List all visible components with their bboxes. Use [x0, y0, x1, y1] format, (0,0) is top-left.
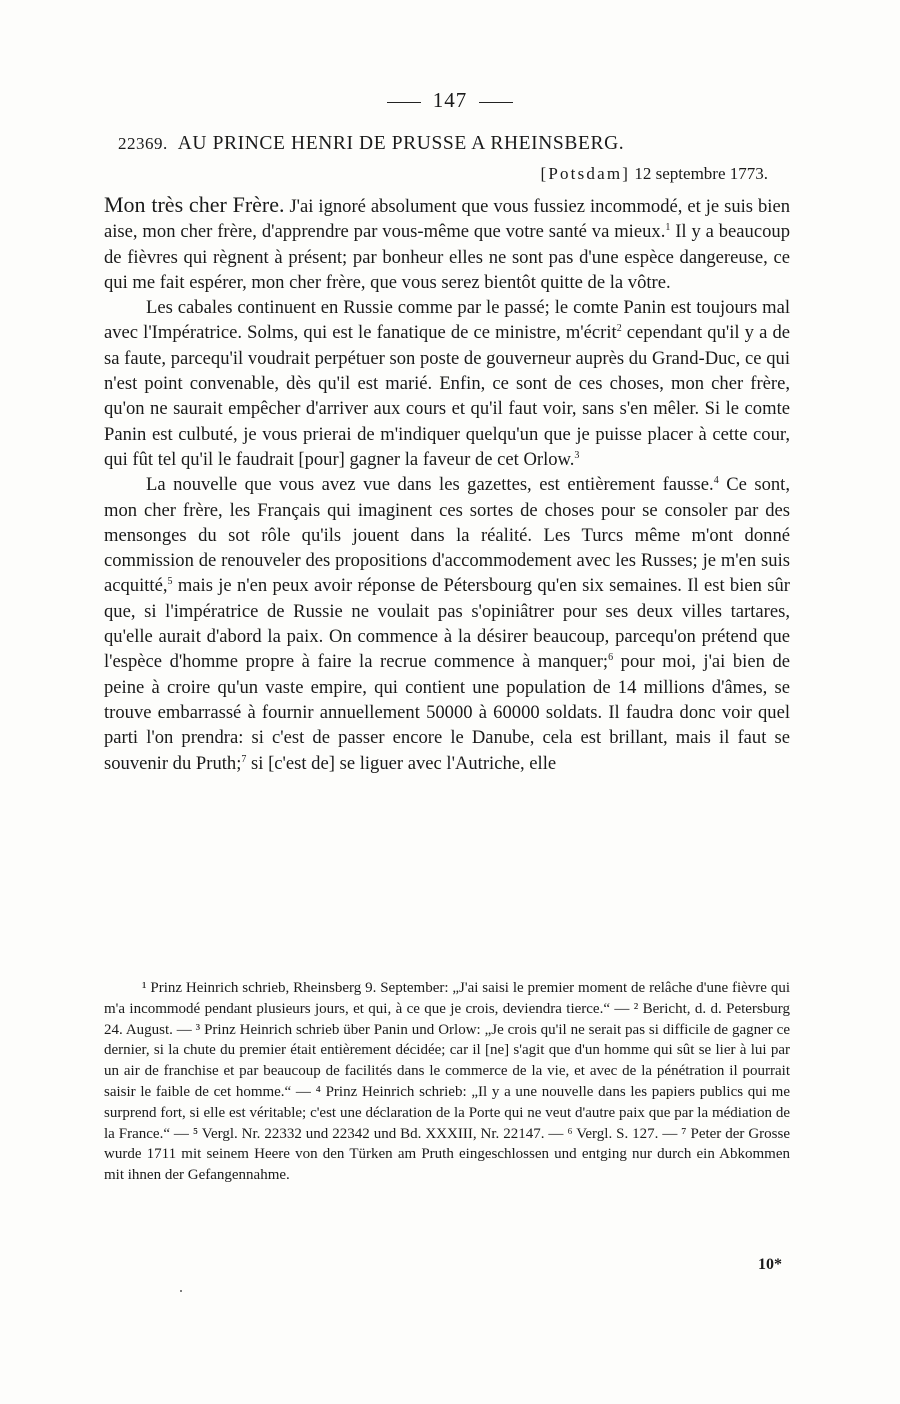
paragraph-2 — [104, 295, 790, 472]
paragraph-3-text-b: Ce sont, mon cher frère, les Français qui imaginent ces sortes de choses pour se consoler par des mensonges du sot rôle qu'ils jouent dans la réalité. Les Turcs même m'ont donné commission de renouveler des propositions d'accommodement avec les Russes; je m'en suis acquitté, — [104, 474, 790, 597]
footnote-ref-2: 2 — [616, 323, 622, 335]
footnotes — [104, 978, 790, 1186]
page-number-right-rule — [479, 102, 513, 103]
footnote-ref-3: 3 — [574, 449, 580, 461]
paragraph-2-text-a: Les cabales continuent en Russie comme par le passé; le comte Panin est toujours mal avec l'Impératrice. Solms, qui est le fanatique de ce ministre, m'écrit — [104, 297, 790, 344]
paragraph-2-text-b: cependant qu'il y a de sa faute, parcequ'il voudrait perpétuer son poste de gouverneur auprès du Grand-Duc, ce qui n'est point convenable, dès qu'il est marié. Enfin, ce sont de ces choses, mon cher frère, qu'on ne saurait empêcher d'arriver aux cours et qu'il faut voir, sans s'en mêler. Si le comte Panin est culbuté, je vous prierai de m'indiquer quelqu'un que je puisse placer à cette cour, qui fût tel qu'il le faudrait [pour] gagner la faveur de cet Orlow. — [104, 322, 790, 470]
paragraph-1-text-b: Il y a beaucoup de fièvres qui règnent à présent; par bonheur elles ne sont pas d'une espèce dangereuse, ce qui me fait espérer, mon cher frère, que vous serez bientôt quitte de la vôtre. — [104, 221, 790, 293]
letter-body — [104, 192, 790, 776]
paragraph-1-text-a: J'ai ignoré absolument que vous fussiez incommodé, et je suis bien aise, mon cher frère, d'apprendre par vous-même que votre santé va mieux. — [104, 196, 790, 243]
salutation: Mon très cher Frère. — [104, 192, 285, 217]
page-number — [0, 88, 900, 113]
paragraph-1 — [104, 192, 790, 295]
footnote-ref-7: 7 — [241, 753, 247, 765]
page-number-text: 147 — [432, 88, 468, 112]
footnotes-text: ¹ Prinz Heinrich schrieb, Rheinsberg 9. September: „J'ai saisi le premier moment de relâche d'une fièvre qui m'a incommodé pendant plusieurs jours, et qui, à ce que je crois, deviendra tierce.“ — ² Bericht, d. d. Petersburg 24. August. — ³ Prinz Heinrich schrieb über Panin und Orlow: „Je crois qu'il ne serait pas si difficile de gagner ce dernier, si la chute du premier était entièrement décidée; car il [ne] s'agit que d'un homme qui sût se lier à lui par un air de franchise et par beaucoup de facilités dans le commerce de la vie, et avec de la pénétration il pourrait saisir le faible de cet homme.“ — ⁴ Prinz Heinrich schrieb: „Il y a une nouvelle dans les papiers publics qui me surprend fort, si elle est véritable; c'est une déclaration de la Porte qui ne veut d'autre paix que par la médiation de la France.“ — ⁵ Vergl. Nr. 22332 und 22342 und Bd. XXXIII, Nr. 22147. — ⁶ Vergl. S. 127. — ⁷ Peter der Grosse wurde 1711 mit seinem Heere von den Türken am Pruth eingeschlossen und entging nur durch ein Abkommen mit ihnen der Gefangennahme. — [104, 980, 790, 1184]
place-date — [540, 164, 768, 184]
letter-place: [Potsdam] — [540, 164, 631, 183]
letter-heading — [118, 133, 778, 155]
footnote-ref-1: 1 — [665, 222, 671, 234]
stray-dot — [180, 1290, 182, 1292]
paragraph-3-text-a: La nouvelle que vous avez vue dans les gazettes, est entièrement fausse. — [146, 474, 714, 496]
paragraph-3-text-e: si [c'est de] se liguer avec l'Autriche, elle — [246, 752, 557, 774]
footnote-ref-6: 6 — [608, 652, 614, 664]
letter-date: 12 septembre 1773. — [634, 164, 768, 183]
footnote-ref-5: 5 — [167, 576, 173, 588]
paragraph-3 — [104, 472, 790, 776]
letter-number: 22369. — [118, 134, 168, 153]
footnote-ref-4: 4 — [713, 475, 719, 487]
letter-title: AU PRINCE HENRI DE PRUSSE A RHEINSBERG. — [177, 133, 625, 154]
page-number-left-rule — [387, 102, 421, 103]
paragraph-3-text-c: mais je n'en peux avoir réponse de Pétersbourg qu'en six semaines. Il est bien sûr que, si l'impératrice de Russie ne voulait pas s'opiniâtrer pour ses deux villes tartares, qu'elle aurait d'abord la paix. On commence à la désirer beaucoup, parcequ'on prétend que l'espèce d'homme propre à faire la recrue commence à manquer; — [104, 575, 790, 673]
paragraph-3-text-d: pour moi, j'ai bien de peine à croire qu'un vaste empire, qui contient une population de 14 millions d'âmes, se trouve embarrassé à fournir annuellement 50000 à 60000 soldats. Il faudra donc voir quel parti l'on prendra: si c'est de passer encore le Danube, cela est brillant, mais il faut se souvenir du Pruth; — [104, 651, 790, 774]
signature-mark: 10* — [758, 1256, 782, 1273]
